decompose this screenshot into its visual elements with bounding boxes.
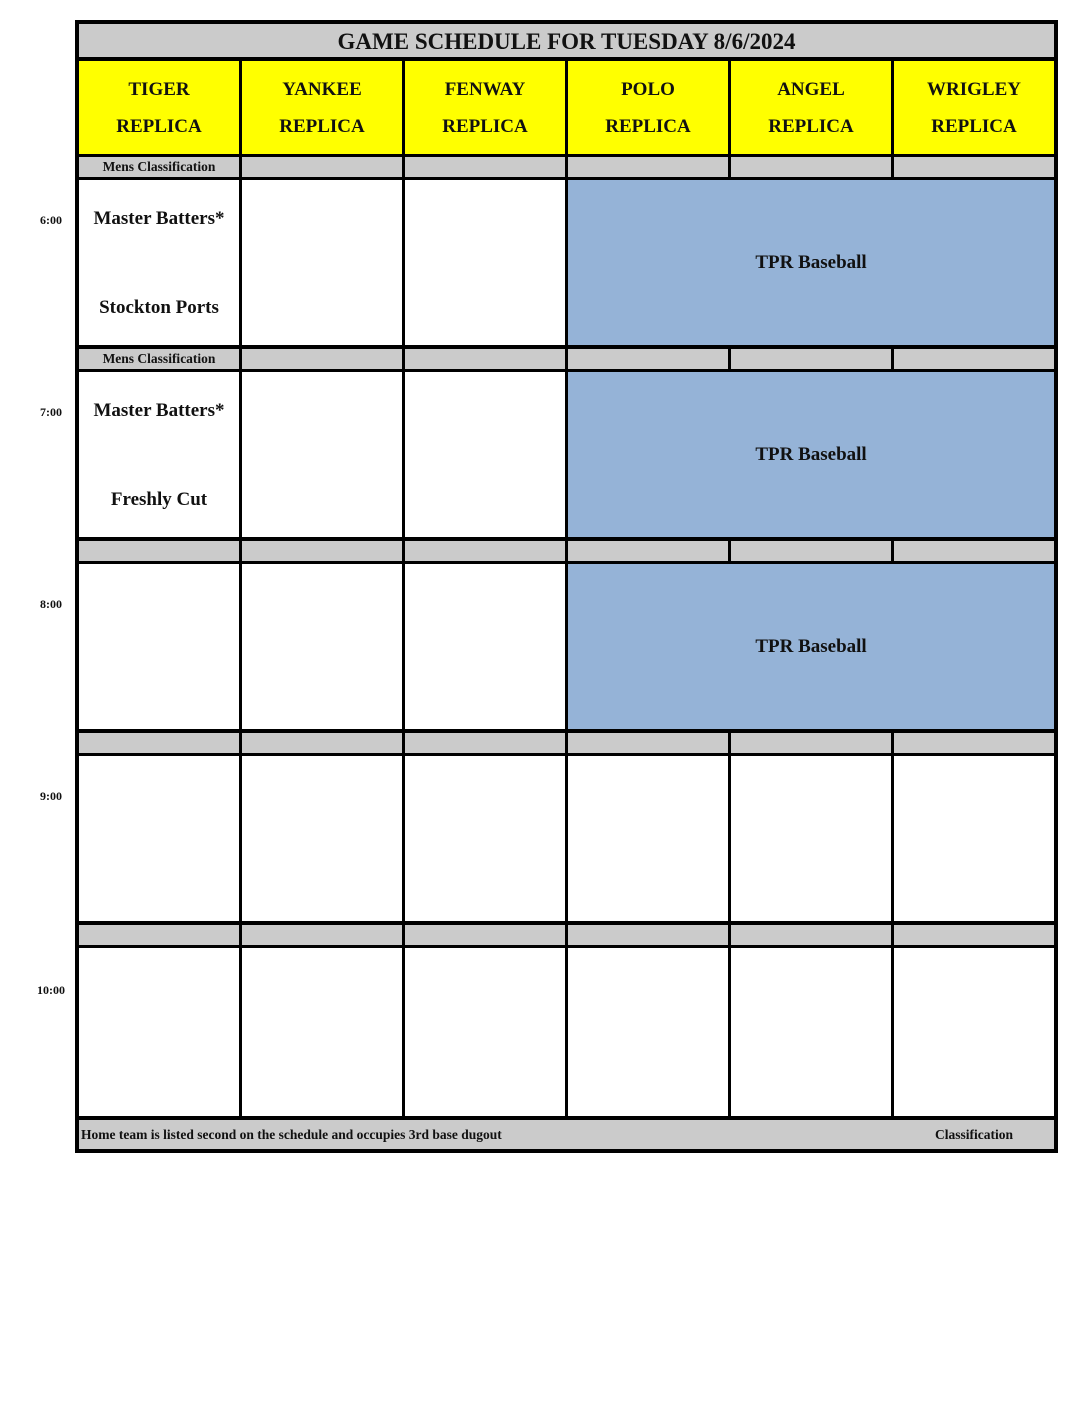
field-sub: REPLICA	[279, 115, 365, 137]
separator-cell	[894, 157, 1054, 177]
separator-cell	[405, 157, 565, 177]
separator-cell	[405, 541, 565, 561]
field-sub: REPLICA	[605, 115, 691, 137]
separator-cell	[568, 733, 728, 753]
field-name: FENWAY	[444, 78, 526, 100]
field-sub: REPLICA	[116, 115, 202, 137]
game-cell-tiger	[79, 180, 239, 345]
separator-cell	[568, 349, 728, 369]
field-header-tiger	[79, 61, 239, 154]
separator-cell	[242, 541, 402, 561]
separator-cell	[894, 349, 1054, 369]
separator-cell	[894, 925, 1054, 945]
game-cell-tiger	[79, 372, 239, 537]
separator-cell	[242, 733, 402, 753]
separator-cell	[731, 157, 891, 177]
separator-cell	[894, 733, 1054, 753]
game-cell-tiger	[79, 948, 239, 1116]
separator-cell	[242, 925, 402, 945]
game-cell-wrigley	[894, 948, 1054, 1116]
field-sub: REPLICA	[931, 115, 1017, 137]
separator-cell	[568, 157, 728, 177]
game-cell-wrigley	[894, 756, 1054, 921]
separator-cell	[242, 157, 402, 177]
time-label-10: 10:00	[37, 983, 65, 997]
game-cell-fenway	[405, 756, 565, 921]
separator-cell	[568, 925, 728, 945]
separator-cell	[405, 925, 565, 945]
game-cell-angel	[731, 756, 891, 921]
classification-label	[79, 733, 239, 753]
game-cell-fenway	[405, 372, 565, 537]
field-name: YANKEE	[282, 78, 362, 100]
game-cell-tiger	[79, 756, 239, 921]
field-name: TIGER	[128, 78, 190, 100]
home-team: Stockton Ports	[99, 297, 219, 318]
time-label-6: 6:00	[40, 213, 62, 227]
game-cell-yankee	[242, 180, 402, 345]
footer-note-bar	[79, 1120, 1054, 1149]
field-name: POLO	[621, 78, 675, 100]
field-name: WRIGLEY	[927, 78, 1021, 100]
home-team-note: Home team is listed second on the schedule and occupies 3rd base dugout	[81, 1127, 502, 1142]
game-cell-polo	[568, 756, 728, 921]
reserved-block: TPR Baseball	[568, 372, 1054, 537]
field-sub: REPLICA	[442, 115, 528, 137]
away-team: Master Batters*	[93, 400, 225, 421]
separator-cell	[731, 733, 891, 753]
game-cell-yankee	[242, 948, 402, 1116]
classification-label	[79, 925, 239, 945]
reserved-block: TPR Baseball	[568, 564, 1054, 729]
game-cell-fenway	[405, 948, 565, 1116]
time-label-7: 7:00	[40, 405, 62, 419]
game-cell-fenway	[405, 180, 565, 345]
game-cell-yankee	[242, 756, 402, 921]
separator-cell	[731, 925, 891, 945]
field-header-polo	[568, 61, 728, 154]
field-header-wrigley	[894, 61, 1054, 154]
separator-cell	[405, 733, 565, 753]
separator-cell	[731, 541, 891, 561]
away-team: Master Batters*	[93, 208, 225, 229]
field-sub: REPLICA	[768, 115, 854, 137]
separator-cell	[242, 349, 402, 369]
schedule-title: GAME SCHEDULE FOR TUESDAY 8/6/2024	[79, 24, 1054, 57]
separator-cell	[568, 541, 728, 561]
field-header-angel	[731, 61, 891, 154]
game-cell-polo	[568, 948, 728, 1116]
separator-cell	[894, 541, 1054, 561]
separator-cell	[405, 349, 565, 369]
game-cell-tiger	[79, 564, 239, 729]
time-label-9: 9:00	[40, 789, 62, 803]
separator-cell	[731, 349, 891, 369]
game-cell-angel	[731, 948, 891, 1116]
game-cell-fenway	[405, 564, 565, 729]
schedule-table	[75, 20, 1058, 1153]
field-header-fenway	[405, 61, 565, 154]
time-label-8: 8:00	[40, 597, 62, 611]
field-header-yankee	[242, 61, 402, 154]
reserved-block: TPR Baseball	[568, 180, 1054, 345]
classification-label: Mens Classification	[79, 349, 239, 369]
classification-label: Mens Classification	[79, 157, 239, 177]
footer-classification: Classification	[935, 1127, 1014, 1142]
home-team: Freshly Cut	[110, 489, 208, 510]
game-cell-yankee	[242, 564, 402, 729]
game-cell-yankee	[242, 372, 402, 537]
classification-label	[79, 541, 239, 561]
field-name: ANGEL	[777, 78, 845, 100]
